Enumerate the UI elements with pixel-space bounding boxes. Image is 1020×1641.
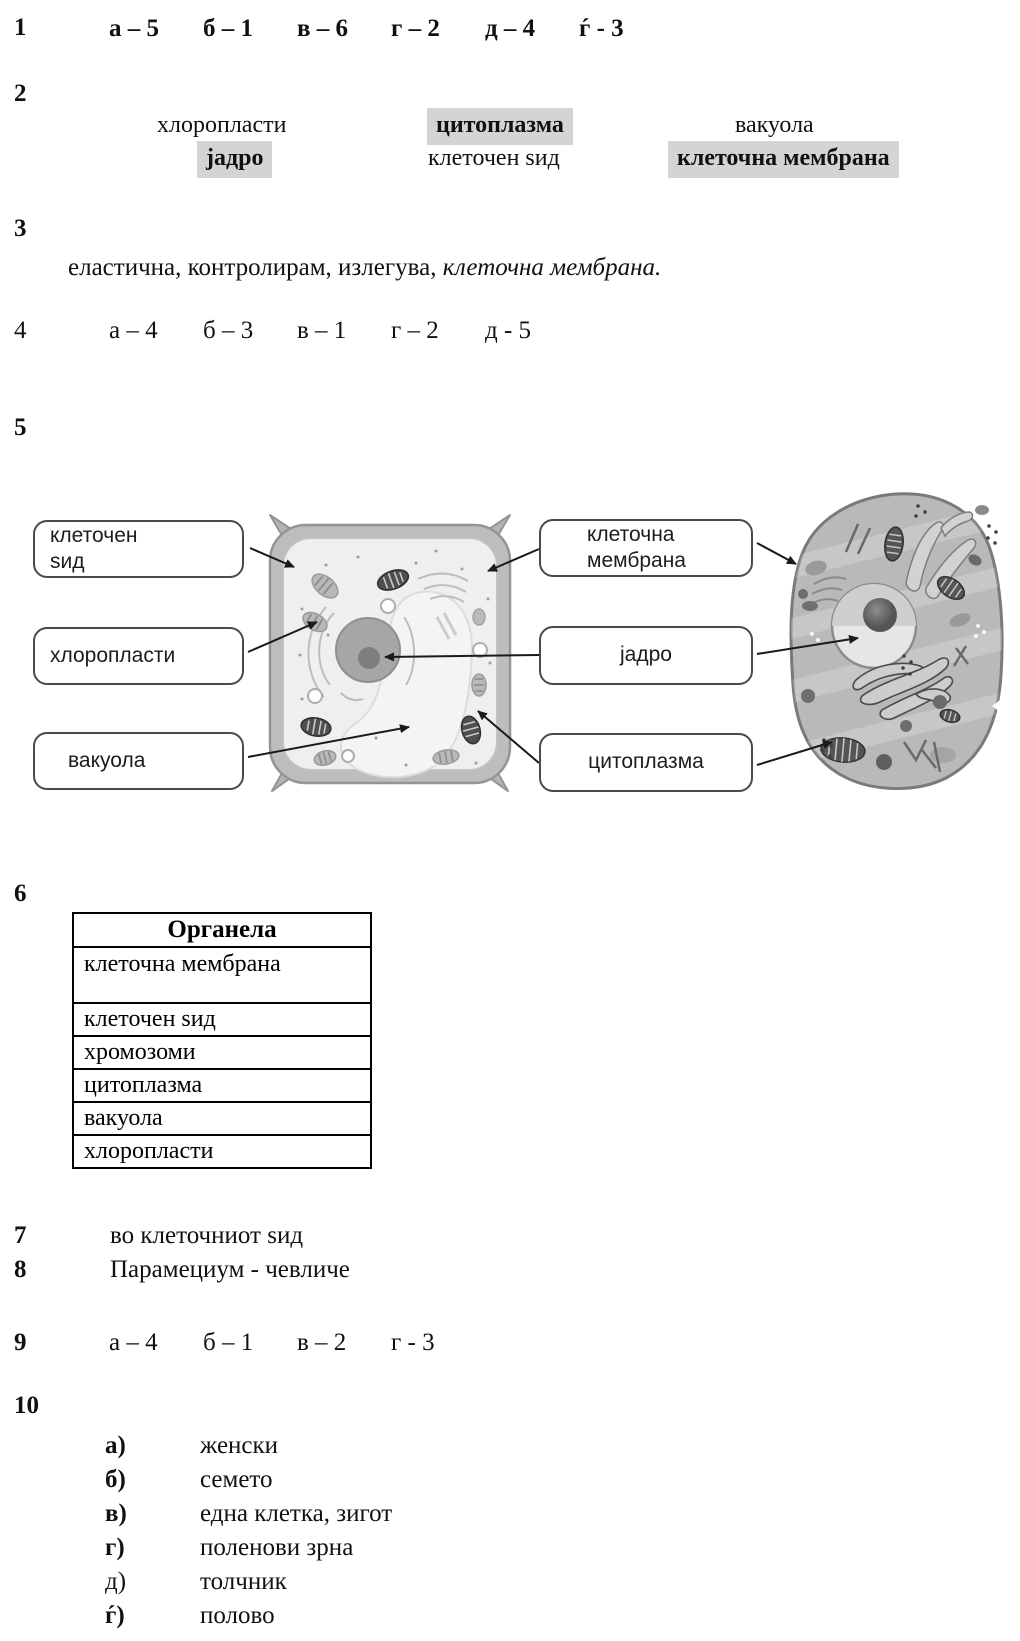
cell-diagram <box>0 470 1020 815</box>
label-box-cell-membrane <box>539 519 753 577</box>
plant-cell-illustration <box>266 513 514 795</box>
question-number-6: 6 <box>14 880 27 907</box>
question-number-7: 7 <box>14 1222 27 1249</box>
table-row: клеточна мембрана <box>73 947 371 1003</box>
item-text: поленови зрна <box>200 1534 354 1561</box>
answer-pair: в – 6 <box>297 15 349 42</box>
question-number-9: 9 <box>14 1329 27 1356</box>
word-nucleus-highlighted: јадро <box>197 141 272 178</box>
table-header-organelle: Органела <box>73 913 371 947</box>
answer-pair: д – 4 <box>485 15 536 42</box>
question-number-3: 3 <box>14 215 27 242</box>
item-letter: а) <box>105 1432 126 1459</box>
answer-pair: г - 3 <box>391 1329 435 1356</box>
table-row: цитоплазма <box>73 1069 371 1102</box>
answer-pair: ѓ - 3 <box>579 15 624 42</box>
answer-pair: б – 3 <box>203 317 254 344</box>
answer-pair: б – 1 <box>203 1329 254 1356</box>
answer-q7: во клеточниот ѕид <box>110 1222 304 1249</box>
table-row: хромозоми <box>73 1036 371 1069</box>
item-text: полово <box>200 1602 275 1629</box>
item-text: семето <box>200 1466 273 1493</box>
question-number-2: 2 <box>14 80 27 107</box>
answer-pair: а – 4 <box>109 317 158 344</box>
question-number-10: 10 <box>14 1392 39 1419</box>
answer-row-1 <box>109 15 673 43</box>
animal-cell-illustration <box>786 488 1010 792</box>
answer-pair: д - 5 <box>485 317 532 344</box>
item-letter: б) <box>105 1466 126 1493</box>
table-row: клеточен ѕид <box>73 1003 371 1036</box>
answer-pair: а – 4 <box>109 1329 158 1356</box>
question-number-5: 5 <box>14 414 27 441</box>
label-cell-membrane: клеточна мембрана <box>587 522 686 572</box>
word-cell-membrane-highlighted: клеточна мембрана <box>668 141 899 178</box>
item-text: една клетка, зигот <box>200 1500 393 1527</box>
label-box-nucleus <box>539 626 753 685</box>
question-number-4: 4 <box>14 317 27 344</box>
answer-row-4 <box>109 317 579 345</box>
answer-pair: б – 1 <box>203 15 253 42</box>
answer-pair: в – 1 <box>297 317 347 344</box>
item-text: толчник <box>200 1568 287 1595</box>
answer-q8: Парамециум - чевличе <box>110 1256 350 1283</box>
answer-pair: г – 2 <box>391 15 440 42</box>
item-text: женски <box>200 1432 279 1459</box>
answer-sentence-regular: еластична, контролирам, излегува, <box>68 254 443 281</box>
label-box-cytoplasm <box>539 733 753 792</box>
item-letter: ѓ) <box>105 1602 125 1629</box>
label-vacuole: вакуола <box>68 748 146 772</box>
item-letter: в) <box>105 1500 127 1527</box>
word-vacuole: вакуола <box>735 112 814 138</box>
label-box-vacuole <box>33 732 244 790</box>
question-number-1: 1 <box>14 14 27 41</box>
label-nucleus: јадро <box>620 643 672 667</box>
label-chloroplasts: хлоропласти <box>50 643 176 667</box>
answer-pair: а – 5 <box>109 15 159 42</box>
answer-row-9 <box>109 1329 485 1357</box>
label-cytoplasm: цитоплазма <box>588 750 704 774</box>
word-cytoplasm-highlighted: цитоплазма <box>427 108 573 145</box>
table-row: хлоропласти <box>73 1135 371 1168</box>
table-row: вакуола <box>73 1102 371 1135</box>
item-letter: д) <box>105 1568 127 1595</box>
answer-sentence-italic: клеточна мембрана. <box>442 254 662 281</box>
answer-pair: в – 2 <box>297 1329 347 1356</box>
answer-pair: г – 2 <box>391 317 439 344</box>
word-chloroplasts: хлоропласти <box>157 112 287 138</box>
label-box-cell-wall <box>33 520 244 578</box>
label-box-chloroplasts <box>33 627 244 685</box>
item-letter: г) <box>105 1534 125 1561</box>
question-number-8: 8 <box>14 1256 27 1283</box>
organelle-table <box>72 912 372 1169</box>
answer-sentence <box>68 254 661 282</box>
label-cell-wall: клеточен ѕид <box>50 523 138 573</box>
word-cell-wall: клеточен ѕид <box>428 145 560 171</box>
